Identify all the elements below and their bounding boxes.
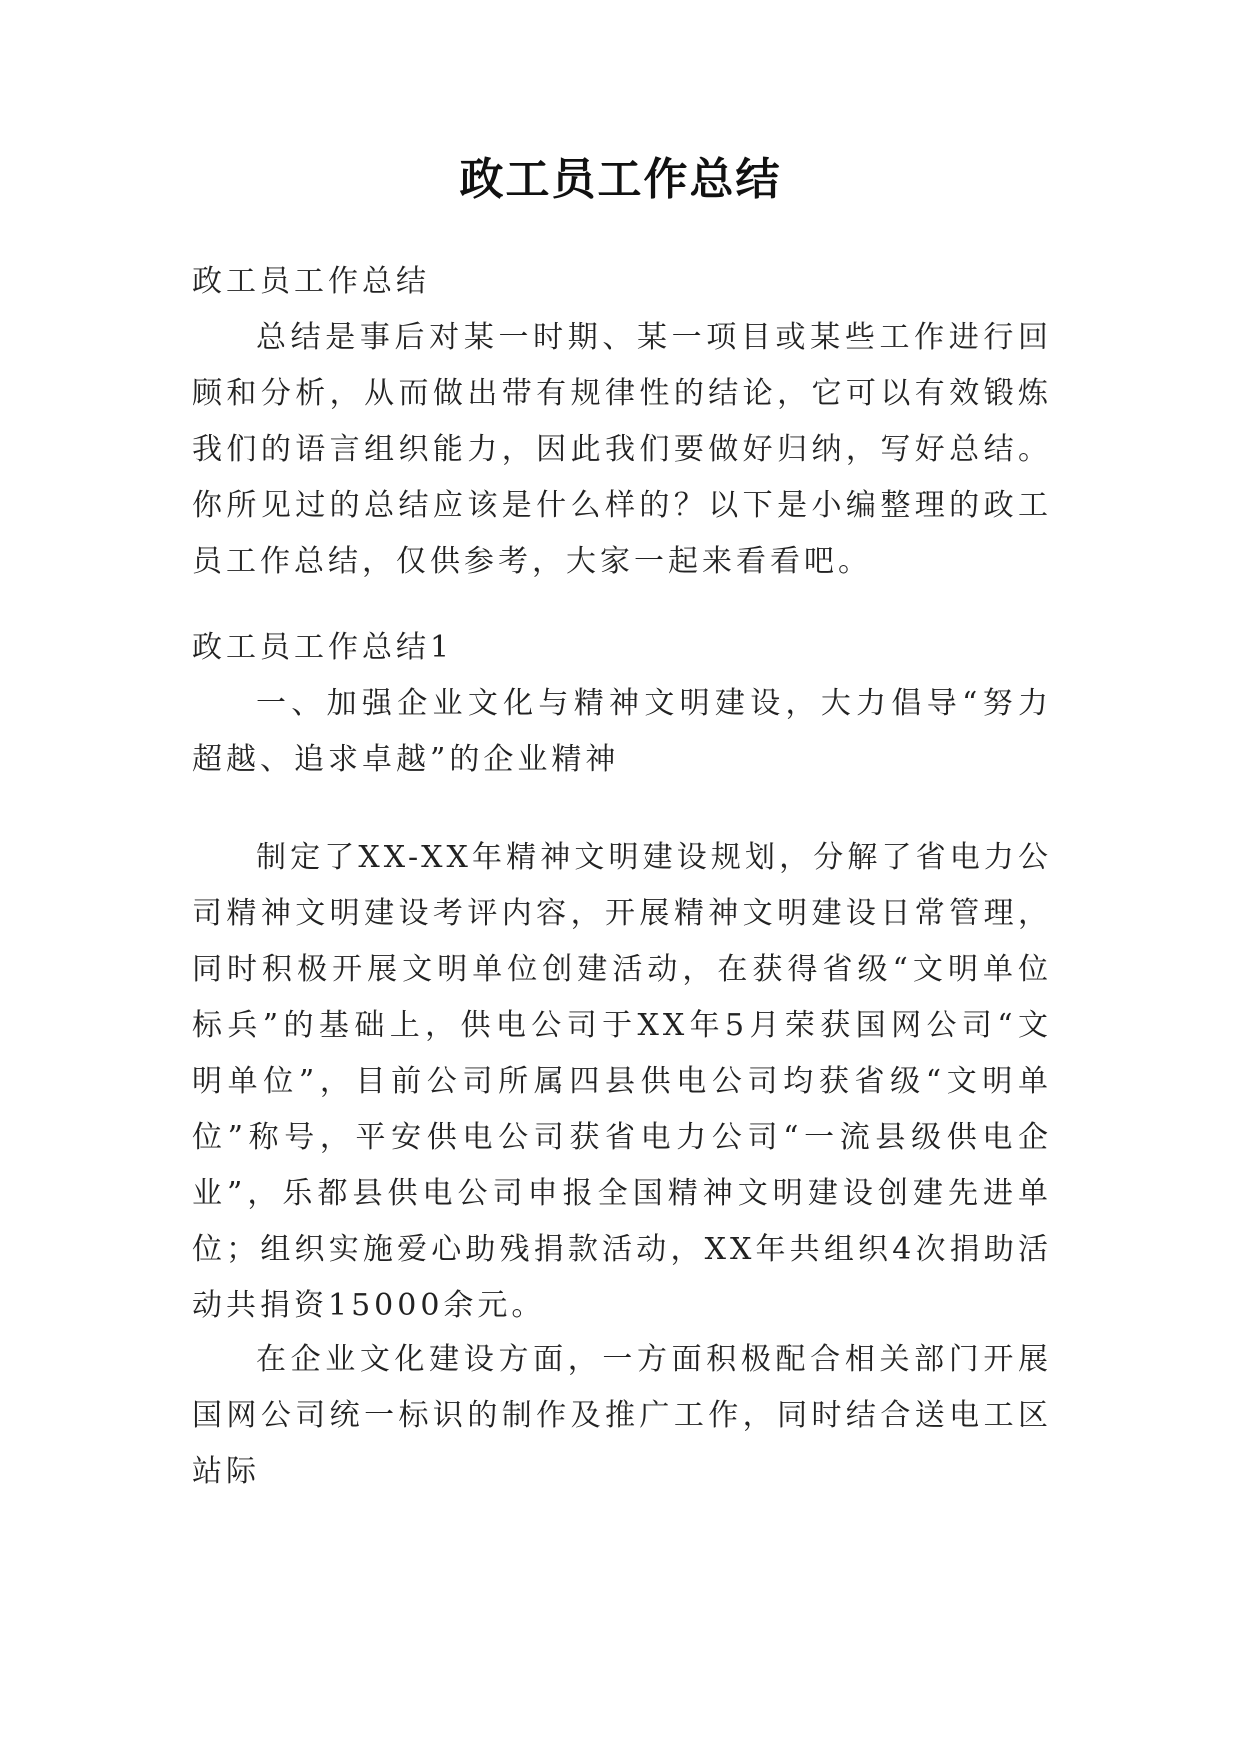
intro-paragraph: 总结是事后对某一时期、某一项目或某些工作进行回顾和分析，从而做出带有规律性的结论，它可以有效锻炼我们的语言组织能力，因此我们要做好归纳，写好总结。你所见过的总结应该是什么样的？以下是小编整理的政工员工作总结，仅供参考，大家一起来看看吧。 bbox=[192, 320, 1052, 579]
body-paragraph: 在企业文化建设方面，一方面积极配合相关部门开展国网公司统一标识的制作及推广工作，同时结合送电工区站际 bbox=[192, 1342, 1052, 1489]
section-point-heading: 一、加强企业文化与精神文明建设，大力倡导“努力超越、追求卓越”的企业精神 bbox=[192, 686, 1052, 777]
document-subheading: 政工员工作总结 bbox=[192, 264, 430, 299]
section-heading: 政工员工作总结1 bbox=[192, 630, 454, 665]
document-title: 政工员工作总结 bbox=[459, 154, 782, 205]
body-paragraph: 制定了XX-XX年精神文明建设规划，分解了省电力公司精神文明建设考评内容，开展精神文明建设日常管理，同时积极开展文明单位创建活动，在获得省级“文明单位标兵”的基础上，供电公司于XX年5月荣获国网公司“文明单位”，目前公司所属四县供电公司均获省级“文明单位”称号，平安供电公司获省电力公司“一流县级供电企业”，乐都县供电公司申报全国精神文明建设创建先进单位；组织实施爱心助残捐款活动，XX年共组织4次捐助活动共捐资15000余元。 bbox=[192, 840, 1052, 1323]
